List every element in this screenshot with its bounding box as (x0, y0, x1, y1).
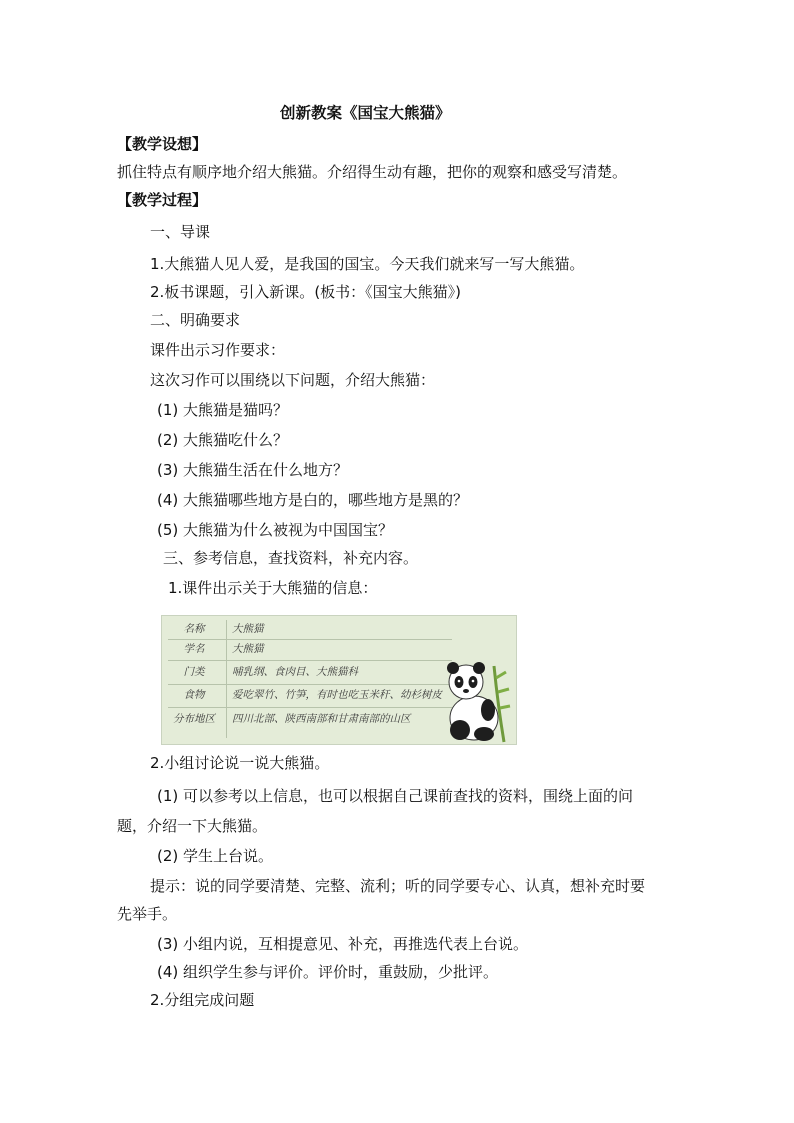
info-label: 食物 (183, 689, 205, 701)
tip-b: 先举手。 (117, 905, 178, 923)
info-divider (226, 620, 227, 738)
info-rule (168, 707, 452, 708)
info-value: 大熊猫 (232, 623, 264, 635)
section-1-item-1: 1.大熊猫人见人爱，是我国的国宝。今天我们就来写一写大熊猫。 (150, 255, 585, 273)
info-label: 名称 (183, 623, 205, 635)
info-value: 爱吃翠竹、竹笋，有时也吃玉米秆、幼杉树皮 (232, 689, 442, 701)
info-value: 四川北部、陕西南部和甘肃南部的山区 (232, 713, 411, 725)
info-label: 学名 (183, 643, 205, 655)
doc-title: 创新教案《国宝大熊猫》 (280, 104, 451, 122)
paragraph-3: (3) 小组内说，互相提意见、补充，再推选代表上台说。 (157, 935, 529, 953)
section-3: 三、参考信息，查找资料，补充内容。 (163, 549, 419, 567)
info-label: 门类 (183, 666, 205, 678)
info-label: 分布地区 (173, 713, 215, 725)
question-3: (3) 大熊猫生活在什么地方？ (157, 461, 349, 479)
heading-design: 【教学设想】 (117, 135, 208, 153)
section-2: 二、明确要求 (150, 311, 241, 329)
panda-icon (438, 656, 516, 744)
info-value: 大熊猫 (232, 643, 264, 655)
section-2-b: 这次习作可以围绕以下问题，介绍大熊猫： (150, 371, 436, 389)
section-3-item-1: 1.课件出示关于大熊猫的信息： (168, 579, 378, 597)
question-2: (2) 大熊猫吃什么？ (157, 431, 289, 449)
design-text: 抓住特点有顺序地介绍大熊猫。介绍得生动有趣，把你的观察和感受写清楚。 (117, 163, 628, 181)
question-1: (1) 大熊猫是猫吗？ (157, 401, 289, 419)
question-4: (4) 大熊猫哪些地方是白的，哪些地方是黑的？ (157, 491, 469, 509)
section-1: 一、导课 (150, 223, 211, 241)
paragraph-2: (2) 学生上台说。 (157, 847, 274, 865)
info-rule (168, 660, 452, 661)
paragraph-1a: (1) 可以参考以上信息，也可以根据自己课前查找的资料，围绕上面的问 (157, 787, 634, 805)
section-2-a: 课件出示习作要求： (150, 341, 286, 359)
paragraph-4: (4) 组织学生参与评价。评价时，重鼓励，少批评。 (157, 963, 499, 981)
section-3-item-3: 2.分组完成问题 (150, 991, 255, 1009)
section-1-item-2: 2.板书课题，引入新课。(板书：《国宝大熊猫》) (150, 283, 462, 301)
tip-a: 提示：说的同学要清楚、完整、流利；听的同学要专心、认真，想补充时要 (150, 877, 646, 895)
section-3-item-2: 2.小组讨论说一说大熊猫。 (150, 754, 330, 772)
question-5: (5) 大熊猫为什么被视为中国国宝？ (157, 521, 394, 539)
info-value: 哺乳纲、食肉目、大熊猫科 (232, 666, 358, 678)
panda-info-image (161, 615, 517, 745)
info-rule (168, 684, 452, 685)
paragraph-1b: 题，介绍一下大熊猫。 (117, 817, 268, 835)
heading-process: 【教学过程】 (117, 191, 208, 209)
